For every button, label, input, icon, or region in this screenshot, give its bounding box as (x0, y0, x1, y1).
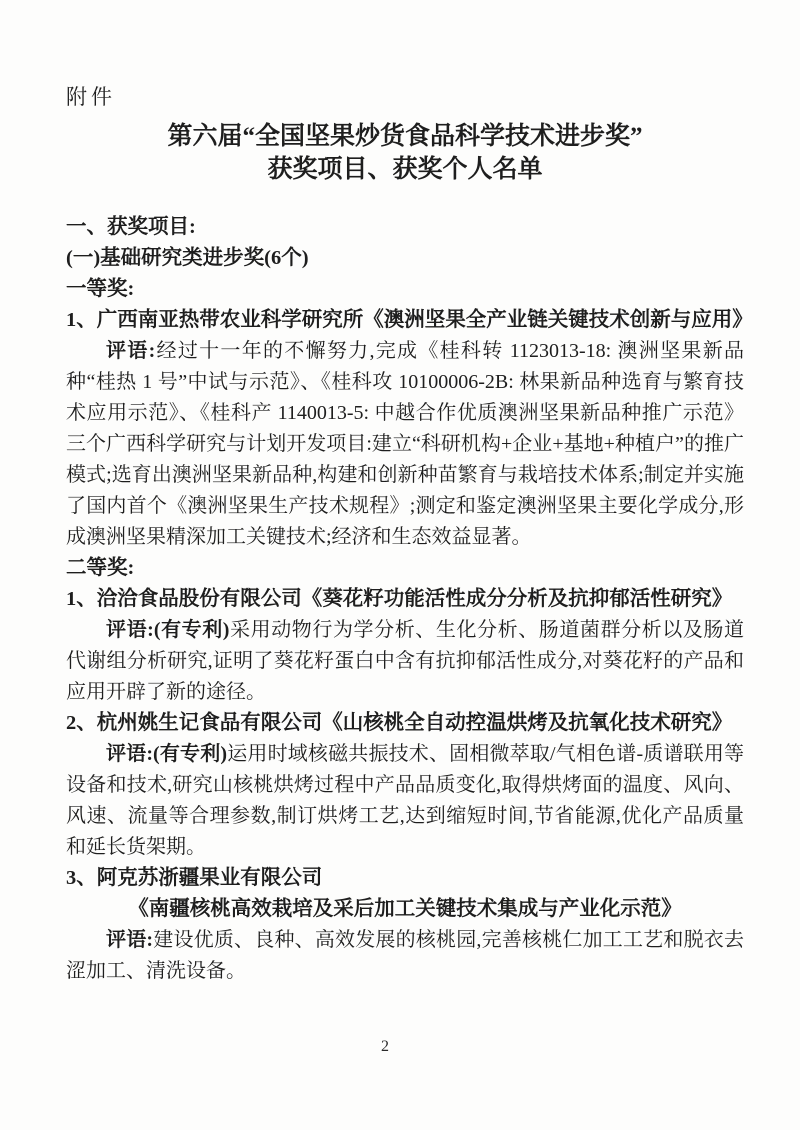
comment-text: 运用时域核磁共振技术、固相微萃取/气相色谱-质谱联用等设备和技术,研究山核桃烘烤过程中产品品质变化,取得烘烤面的温度、风向、风速、流量等合理参数,制订烘烤工艺,达到缩短时间,节省能源,优化产品质量和延长货架期。 (66, 743, 744, 858)
title-line-2: 获奖项目、获奖个人名单 (267, 156, 543, 183)
comment-text: 经过十一年的不懈努力,完成《桂科转 1123013-18: 澳洲坚果新品种“桂热 1 号”中试与示范》、《桂科攻 10100006-2B: 林果新品种选育与繁育技术应用示范》、《桂科产 1140013-5: 中越合作优质澳洲坚果新品种推广示范》三个广西科学研究与计划开发项目:建立“科研机构+企业+基地+种植户”的推广模式;选育出澳洲坚果新品种,构建和创新种苗繁育与栽培技术体系;制定并实施了国内首个《澳洲坚果生产技术规程》;测定和鉴定澳洲坚果主要化学成分,形成澳洲坚果精深加工关键技术;经济和生态效益显著。 (66, 340, 744, 548)
second-prize-item-1-comment (66, 615, 744, 708)
first-prize-heading: 一等奖: (66, 278, 135, 300)
second-prize-item-3-title-line-2: 《南疆核桃高效栽培及采后加工关键技术集成与产业化示范》 (128, 898, 682, 920)
page-number: 2 (381, 1038, 389, 1055)
comment-text: 采用动物行为学分析、生化分析、肠道菌群分析以及肠道代谢组分析研究,证明了葵花籽蛋白中含有抗抑郁活性成分,对葵花籽的产品和应用开辟了新的途径。 (66, 619, 745, 703)
second-prize-item-1-title: 1、洽洽食品股份有限公司《葵花籽功能活性成分分析及抗抑郁活性研究》 (66, 588, 733, 610)
comment-label: 评语: (106, 340, 156, 362)
patent-note: (有专利) (153, 619, 230, 641)
document-title (66, 120, 744, 186)
section-heading-awarded-projects: 一、获奖项目: (66, 216, 196, 238)
comment-text: 建设优质、良种、高效发展的核桃园,完善核桃仁加工工艺和脱衣去涩加工、清洗设备。 (66, 929, 744, 982)
second-prize-item-3-title-line-1: 3、阿克苏浙疆果业有限公司 (66, 867, 323, 889)
second-prize-item-3-comment (66, 925, 744, 987)
patent-note: (有专利) (153, 743, 228, 765)
comment-label: 评语: (106, 743, 154, 765)
attachment-label: 附件 (66, 85, 116, 109)
second-prize-item-2-title: 2、杭州姚生记食品有限公司《山核桃全自动控温烘烤及抗氧化技术研究》 (66, 712, 733, 734)
comment-label: 评语: (106, 619, 154, 641)
second-prize-item-2-comment (66, 739, 744, 863)
first-prize-item-1-comment (66, 336, 744, 553)
subsection-heading-basic-research: (一)基础研究类进步奖(6个) (66, 247, 309, 269)
title-line-1: 第六届“全国坚果炒货食品科学技术进步奖” (167, 123, 643, 150)
comment-label: 评语: (106, 929, 154, 951)
first-prize-item-1-title: 1、广西南亚热带农业科学研究所《澳洲坚果全产业链关键技术创新与应用》 (66, 309, 753, 331)
second-prize-heading: 二等奖: (66, 557, 135, 579)
